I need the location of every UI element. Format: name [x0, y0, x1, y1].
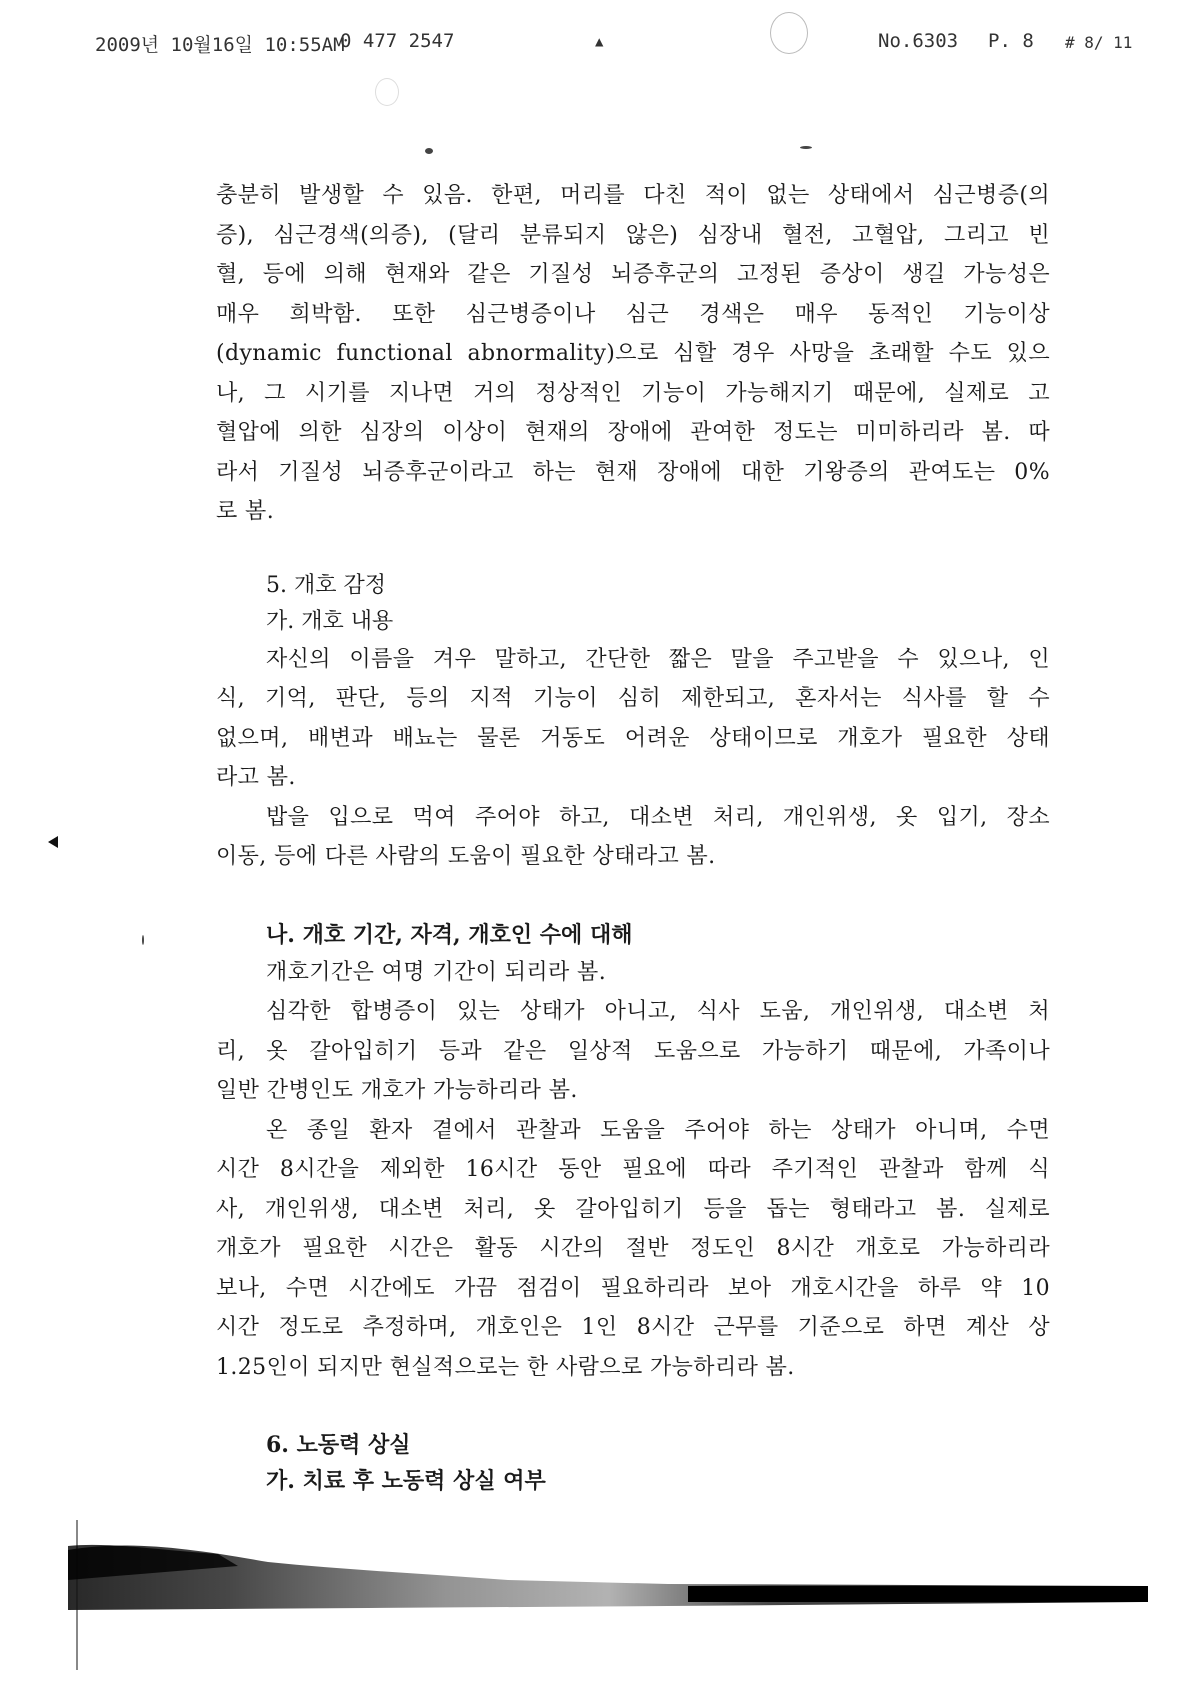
fax-page: P. 8	[988, 30, 1034, 52]
text-line: 라서 기질성 뇌증후군이라고 하는 현재 장애에 대한 기왕증의 관여도는 0%	[216, 459, 1050, 485]
text-line: 사, 개인위생, 대소변 처리, 옷 갈아입히기 등을 돕는 형태라고 봄. 실제로	[216, 1196, 1050, 1222]
text-line: 보나, 수면 시간에도 가끔 점검이 필요하리라 보아 개호시간을 하루 약 10	[216, 1275, 1050, 1301]
text-line: 혈압에 의한 심장의 이상이 현재의 장애에 관여한 정도는 미미하리라 봄. 따	[216, 420, 1050, 445]
section-5b-paragraph-1	[216, 953, 1050, 993]
text-line: 리, 옷 갈아입히기 등과 같은 일상적 도움으로 가능하기 때문에, 가족이나	[216, 1038, 1050, 1064]
text-line: 1.25인이 되지만 현실적으로는 한 사람으로 가능하리라 봄.	[216, 1354, 795, 1380]
section-5b-paragraph-2	[216, 992, 1050, 1111]
text-line: (dynamic functional abnormality)으로 심할 경우 사망을 초래할 수도 있으	[216, 341, 1050, 366]
fax-header	[0, 24, 1200, 64]
text-line: 로 봄.	[216, 499, 275, 524]
fax-datetime: 2009년 10월16일 10:55AM	[95, 34, 345, 56]
section-6a-title: 가. 치료 후 노동력 상실 여부	[266, 1468, 546, 1494]
scan-artifact	[375, 78, 399, 106]
text-line: 시간 정도로 추정하며, 개호인은 1인 8시간 근무를 기준으로 하면 계산 상	[216, 1315, 1050, 1340]
text-line: 나, 그 시기를 지나면 거의 정상적인 기능이 가능해지기 때문에, 실제로 고	[216, 380, 1050, 406]
text-line: 밥을 입으로 먹여 주어야 하고, 대소변 처리, 개인위생, 옷 입기, 장소	[266, 804, 1050, 830]
fax-phone: 0 477 2547	[340, 30, 455, 52]
section-5a-title: 가. 개호 내용	[266, 608, 394, 634]
text-line: 식, 기억, 판단, 등의 지적 기능이 심히 제한되고, 혼자서는 식사를 할 수	[216, 686, 1050, 711]
text-line: 라고 봄.	[216, 765, 296, 790]
scan-artifact	[770, 12, 808, 54]
section-5a-paragraph-2	[216, 798, 1050, 877]
text-line: 혈, 등에 의해 현재와 같은 기질성 뇌증후군의 고정된 증상이 생길 가능성은	[216, 262, 1050, 287]
text-line: 심각한 합병증이 있는 상태가 아니고, 식사 도움, 개인위생, 대소변 처	[266, 999, 1050, 1024]
text-line: 일반 간병인도 개호가 가능하리라 봄.	[216, 1078, 578, 1103]
text-line: 개호기간은 여명 기간이 되리라 봄.	[266, 959, 607, 985]
fax-number: No.6303	[878, 30, 959, 52]
document-body	[216, 176, 1050, 1499]
section-5b-paragraph-3	[216, 1111, 1050, 1388]
scan-speck	[142, 935, 144, 945]
fax-page-count: # 8/ 11	[1065, 33, 1133, 52]
section-5b-title: 나. 개호 기간, 자격, 개호인 수에 대해	[266, 921, 633, 948]
text-line: 온 종일 환자 곁에서 관찰과 도움을 주어야 하는 상태가 아니며, 수면	[266, 1117, 1050, 1143]
scan-speck	[800, 146, 812, 149]
section-5a-paragraph-1	[216, 640, 1050, 798]
intro-paragraph	[216, 176, 1050, 532]
triangle-mark-icon: ▲	[595, 34, 604, 50]
section-5-title: 5. 개호 감정	[266, 572, 386, 598]
scan-speck	[425, 148, 433, 154]
text-line: 증), 심근경색(의증), (달리 분류되지 않은) 심장내 혈전, 고혈압, 그리고 빈	[216, 222, 1050, 248]
text-line: 개호가 필요한 시간은 활동 시간의 절반 정도인 8시간 개호로 가능하리라	[216, 1236, 1050, 1261]
section-6-title: 6. 노동력 상실	[266, 1432, 411, 1458]
text-line: 자신의 이름을 겨우 말하고, 간단한 짧은 말을 주고받을 수 있으나, 인	[266, 646, 1050, 672]
margin-arrow-icon	[48, 836, 58, 848]
scan-smear-band	[68, 1540, 1148, 1610]
text-line: 충분히 발생할 수 있음. 한편, 머리를 다친 적이 없는 상태에서 심근병증(의	[216, 183, 1050, 208]
text-line: 매우 희박함. 또한 심근병증이나 심근 경색은 매우 동적인 기능이상	[216, 301, 1050, 327]
text-line: 없으며, 배변과 배뇨는 물론 거동도 어려운 상태이므로 개호가 필요한 상태	[216, 725, 1050, 751]
text-line: 시간 8시간을 제외한 16시간 동안 필요에 따라 주기적인 관찰과 함께 식	[216, 1157, 1050, 1182]
text-line: 이동, 등에 다른 사람의 도움이 필요한 상태라고 봄.	[216, 844, 716, 869]
